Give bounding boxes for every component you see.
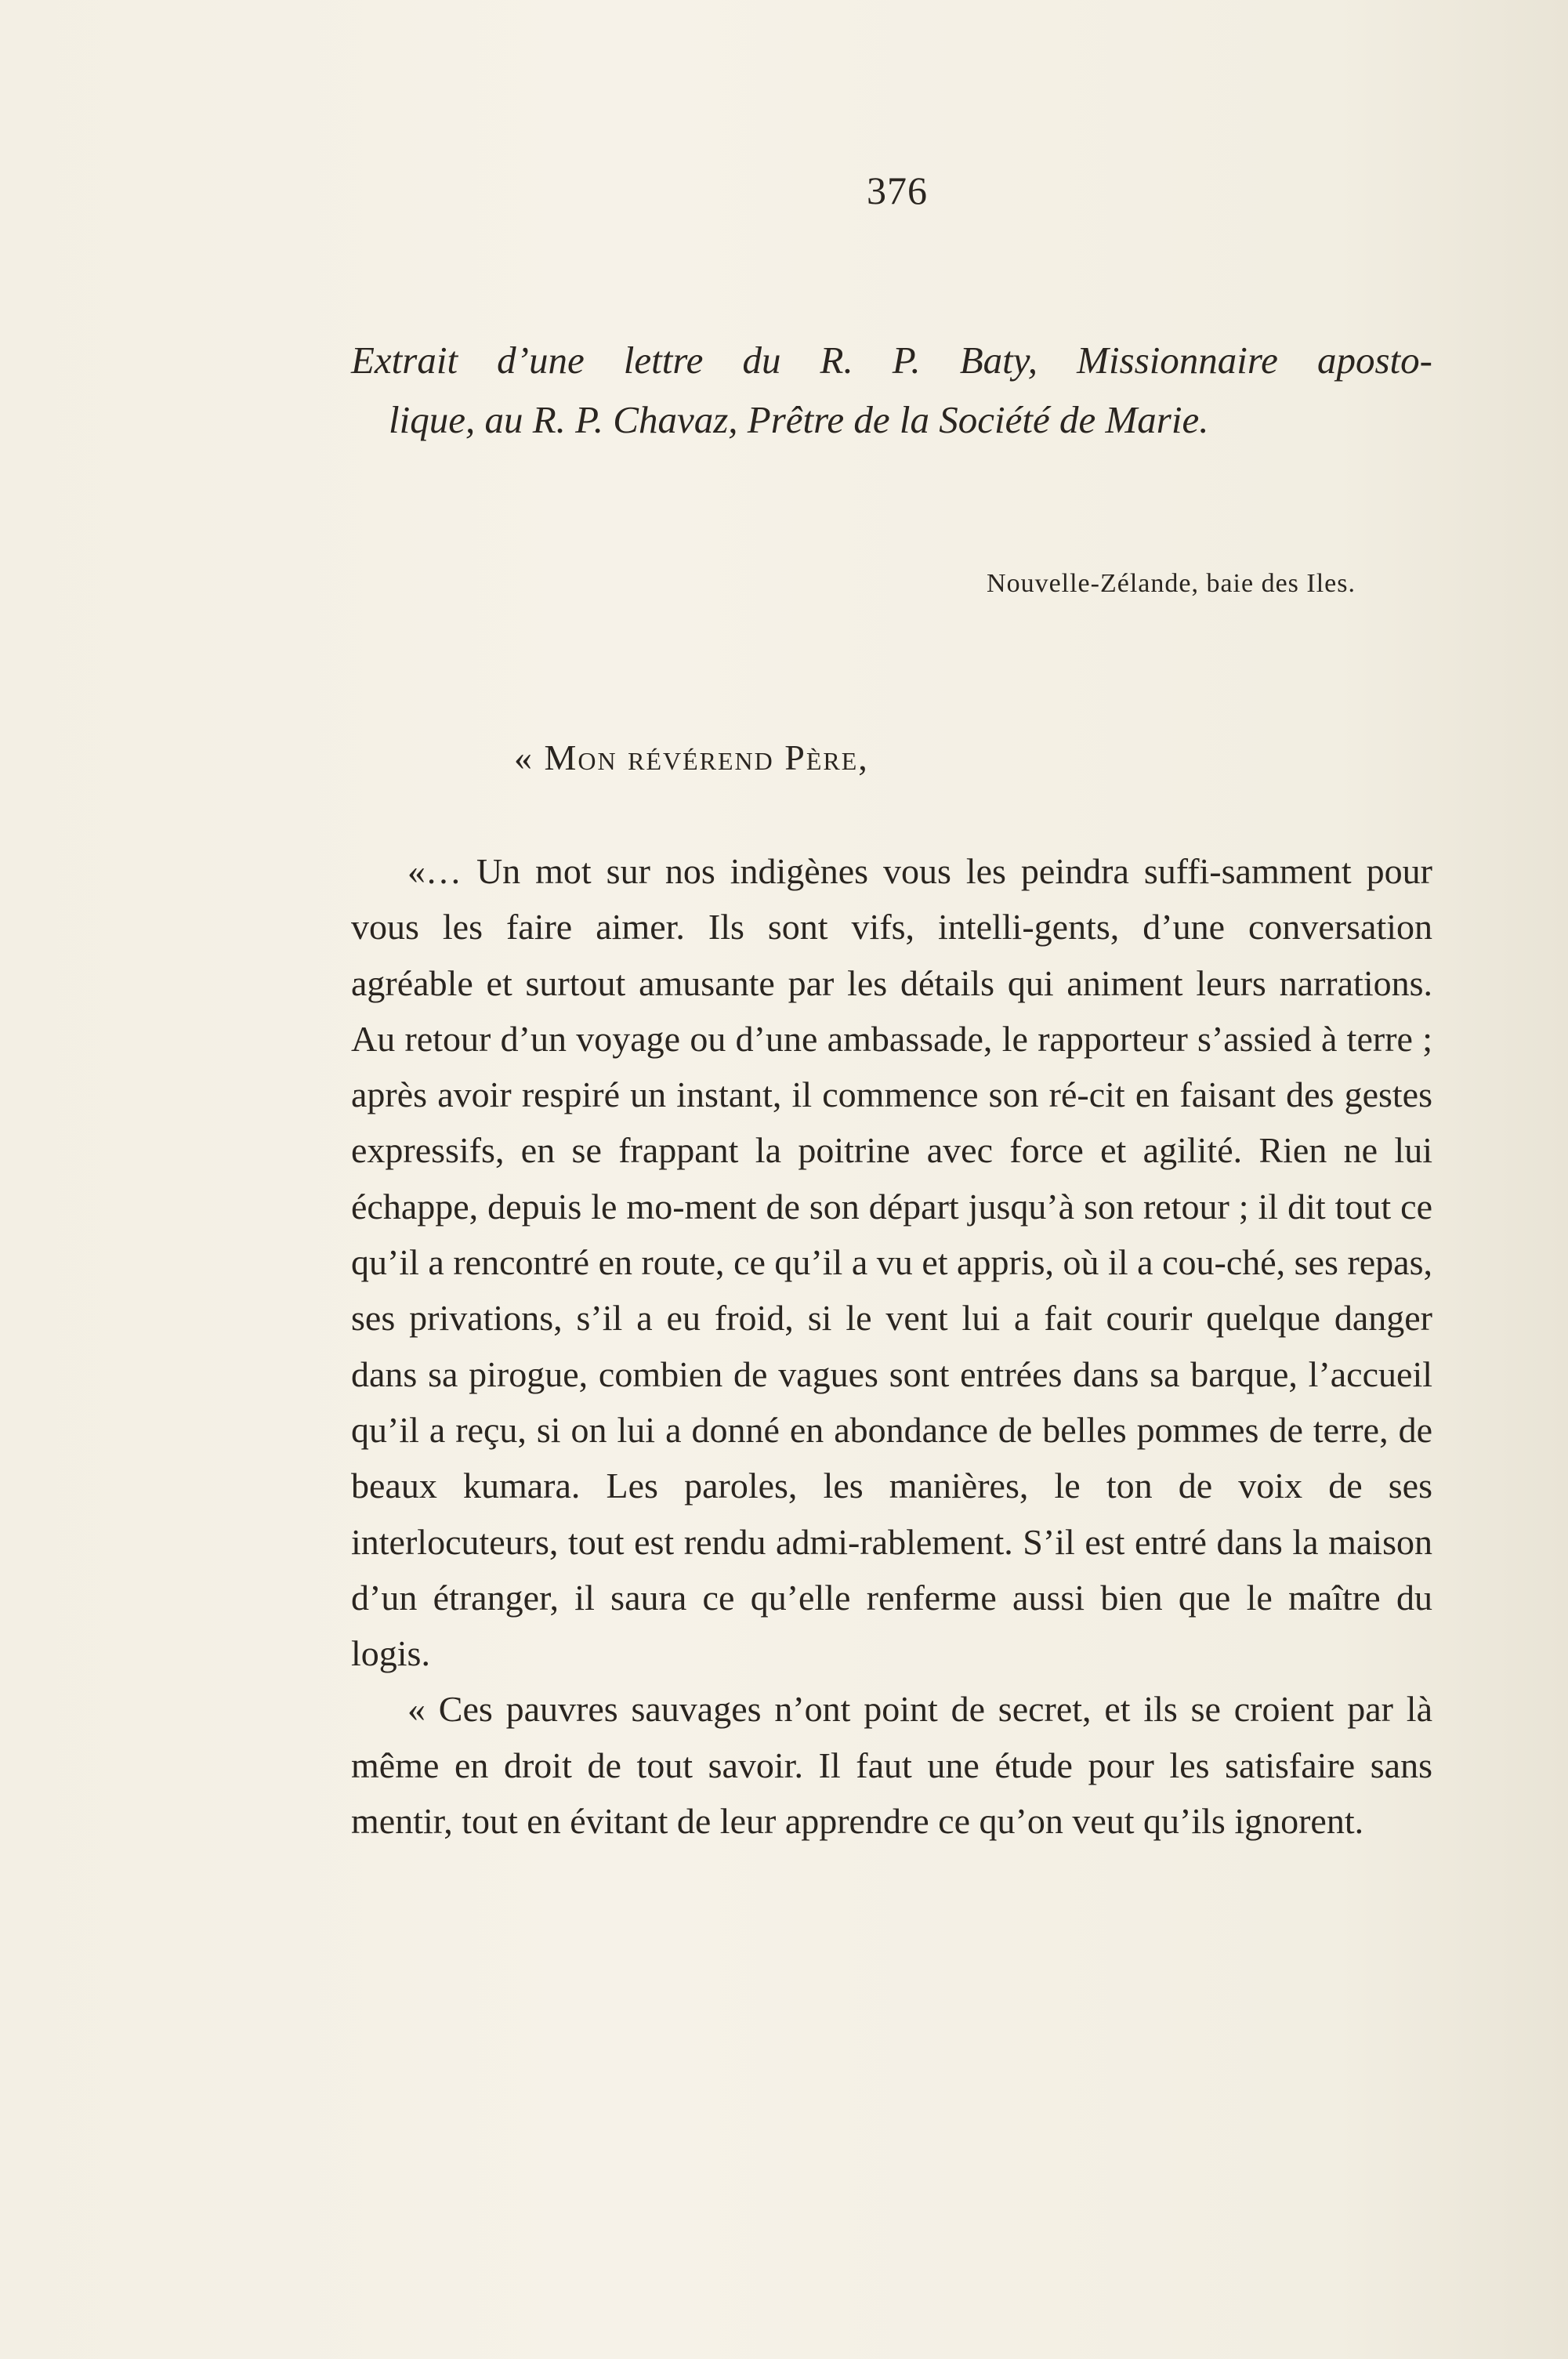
letter-location: Nouvelle-Zélande, baie des Iles.	[987, 569, 1356, 598]
paragraph-2: « Ces pauvres sauvages n’ont point de secret, et ils se croient par là même en droit de tout savoir. Il faut une étude pour les satisfaire sans mentir, tout en évitant de leur apprendre ce qu’on veut qu’ils ignorent.	[351, 1689, 1432, 1842]
page-number: 376	[867, 168, 928, 212]
letter-title	[351, 331, 1432, 450]
letter-title-line-2: lique, au R. P. Chavaz, Prêtre de la Société de Marie.	[389, 398, 1209, 441]
paragraph-1: «… Un mot sur nos indigènes vous les peindra suffi-samment pour vous les faire aimer. Ils sont vifs, intelli-gents, d’une conversation agréable et surtout amusante par les détails qui animent leurs narrations. Au retour d’un voyage ou d’une ambassade, le rapporteur s’assied à terre ; après avoir respiré un instant, il commence son ré-cit en faisant des gestes expressifs, en se frappant la poitrine avec force et agilité. Rien ne lui échappe, depuis le mo-ment de son départ jusqu’à son retour ; il dit tout ce qu’il a rencontré en route, ce qu’il a vu et appris, où il a cou-ché, ses repas, ses privations, s’il a eu froid, si le vent lui a fait courir quelque danger dans sa pirogue, combien de vagues sont entrées dans sa barque, l’accueil qu’il a reçu, si on lui a donné en abondance de belles pommes de terre, de beaux kumara. Les paroles, les manières, le ton de voix de ses interlocuteurs, tout est rendu admi-rablement. S’il est entré dans la maison d’un étranger, il saura ce qu’elle renferme aussi bien que le maître du logis.	[351, 851, 1432, 1674]
letter-title-line-1: Extrait d’une lettre du R. P. Baty, Missionnaire aposto-	[351, 339, 1432, 382]
letter-body	[351, 843, 1432, 1849]
salutation: « Mon révérend Père,	[514, 737, 869, 777]
